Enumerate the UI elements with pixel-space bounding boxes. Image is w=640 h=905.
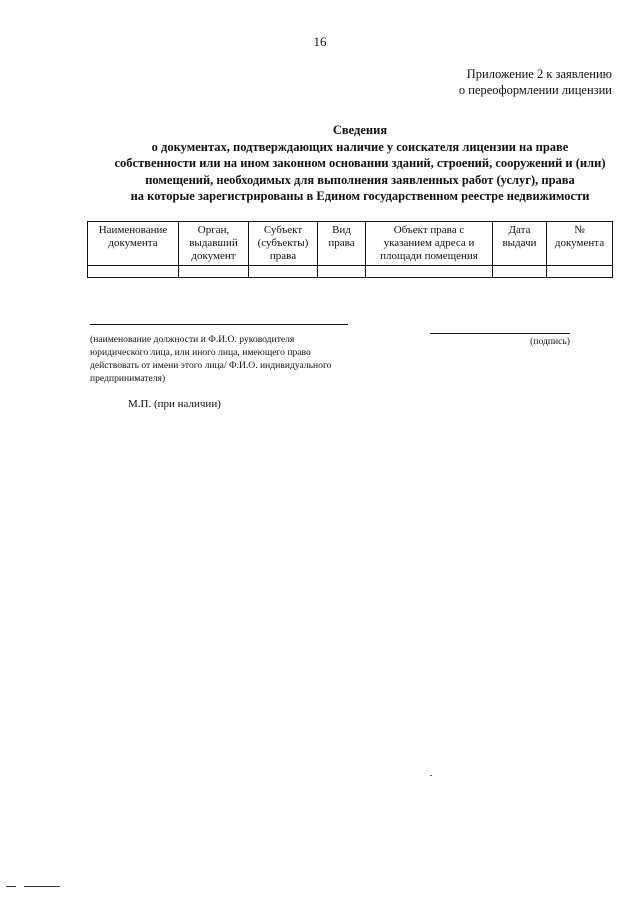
col-header-right-holder: Субъект (субъекты) права xyxy=(249,222,318,266)
table-row xyxy=(88,266,613,278)
col-header-issue-date: Дата выдачи xyxy=(493,222,547,266)
table-cell xyxy=(179,266,249,278)
appendix-line-2: о переоформлении лицензии xyxy=(458,83,612,97)
heading-line-2: собственности или на ином законном основании зданий, строений, сооружений и (или) xyxy=(114,156,606,170)
col-header-document-name: Наименование документа xyxy=(88,222,179,266)
heading-line-4: на которые зарегистрированы в Едином государственном реестре недвижимости xyxy=(130,189,590,203)
table-cell xyxy=(318,266,366,278)
official-name-caption: (наименование должности и Ф.И.О. руководителя юридического лица, или иного лица, имеющего право действовать от имени этого лица/ Ф.И.О. индивидуального предпринимателя) xyxy=(90,324,348,385)
signature-caption: (подпись) xyxy=(430,333,570,347)
col-header-object: Объект права с указанием адреса и площади помещения xyxy=(366,222,493,266)
document-heading xyxy=(88,122,632,205)
heading-line-1: о документах, подтверждающих наличие у соискателя лицензии на праве xyxy=(151,139,569,154)
appendix-note xyxy=(459,66,612,98)
footer-line xyxy=(24,886,60,887)
table-cell xyxy=(547,266,613,278)
table-cell xyxy=(493,266,547,278)
appendix-line-1: Приложение 2 к заявлению xyxy=(466,67,612,81)
scan-speck xyxy=(430,775,432,776)
documents-table xyxy=(87,221,613,278)
table-header-row xyxy=(88,222,613,266)
stamp-note: М.П. (при наличии) xyxy=(128,398,221,410)
col-header-right-type: Вид права xyxy=(318,222,366,266)
col-header-issuing-body: Орган, выдавший документ xyxy=(179,222,249,266)
table-cell xyxy=(249,266,318,278)
col-header-document-number: № документа xyxy=(547,222,613,266)
footer-mark xyxy=(6,886,16,887)
page-number: 16 xyxy=(313,34,327,49)
table-cell xyxy=(366,266,493,278)
heading-title: Сведения xyxy=(332,123,388,137)
table-cell xyxy=(88,266,179,278)
heading-line-3: помещений, необходимых для выполнения заявленных работ (услуг), права xyxy=(145,172,575,187)
